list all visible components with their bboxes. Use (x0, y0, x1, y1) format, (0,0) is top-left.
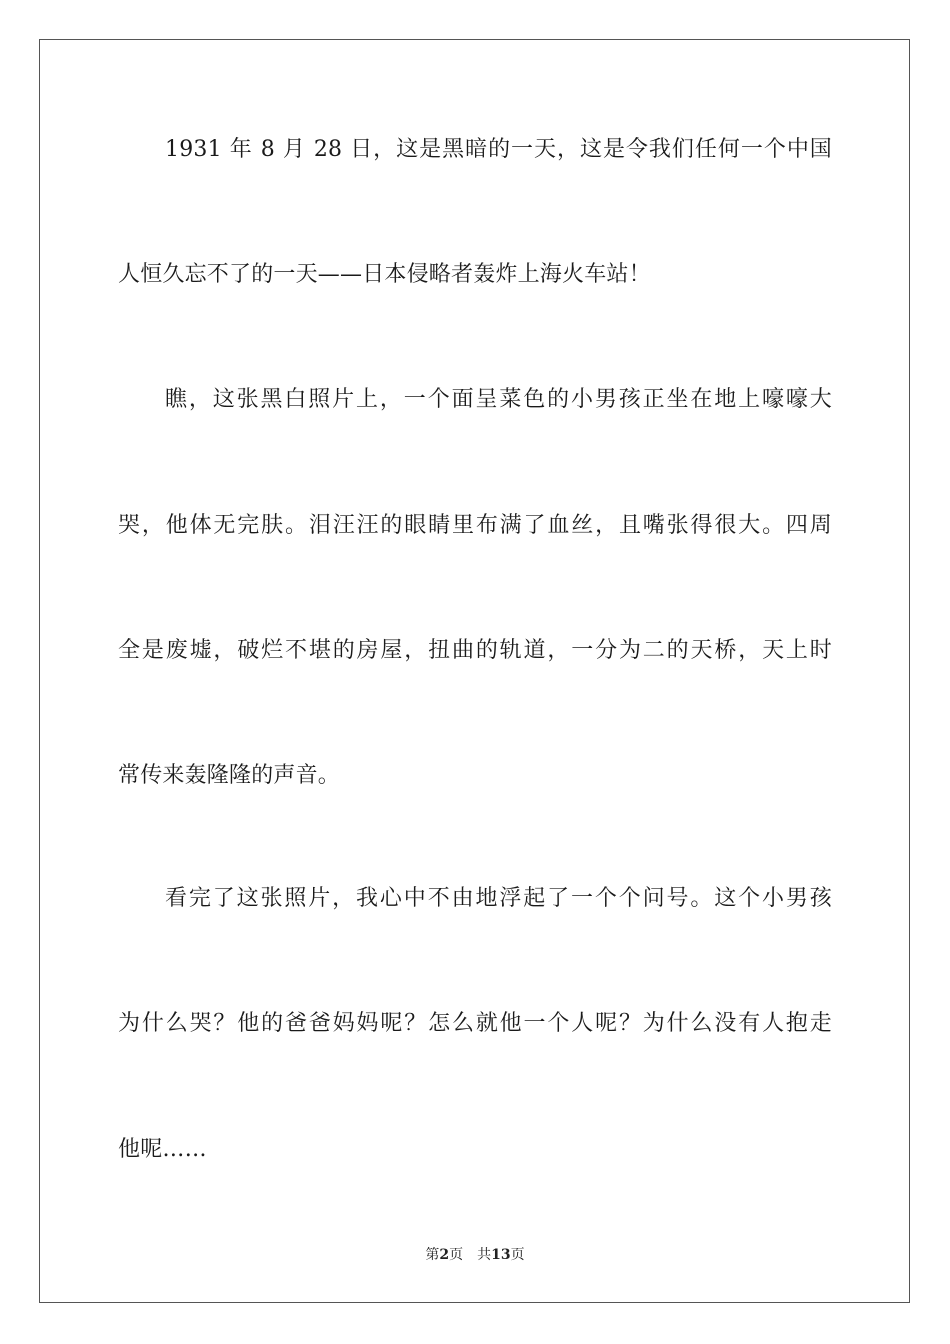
total-suffix: 页 (510, 1247, 525, 1263)
total-pages: 13 (491, 1247, 511, 1263)
page-prefix: 第 (425, 1247, 440, 1263)
paragraph-2-line-1: 瞧，这张黑白照片上，一个面呈菜色的小男孩正坐在地上嚎嚎大 (165, 387, 832, 412)
paragraph-3-line-2: 为什么哭？他的爸爸妈妈呢？怎么就他一个人呢？为什么没有人抱走 (118, 1011, 832, 1036)
paragraph-1-line-2: 人恒久忘不了的一天——日本侵略者轰炸上海火车站！ (118, 262, 651, 287)
page-frame (39, 39, 910, 1303)
page-number: 2 (439, 1247, 450, 1263)
paragraph-1-line-1: 1931 年 8 月 28 日，这是黑暗的一天，这是令我们任何一个中国 (165, 137, 832, 162)
page-suffix: 页 (449, 1247, 464, 1263)
paragraph-2-line-3: 全是废墟，破烂不堪的房屋，扭曲的轨道，一分为二的天桥，天上时 (118, 638, 832, 663)
total-prefix: 共 (477, 1247, 492, 1263)
paragraph-2-line-2: 哭，他体无完肤。泪汪汪的眼睛里布满了血丝，且嘴张得很大。四周 (118, 513, 832, 538)
page-footer (0, 1246, 950, 1264)
paragraph-2-line-4: 常传来轰隆隆的声音。 (118, 763, 341, 788)
paragraph-3-line-3: 他呢…… (118, 1137, 207, 1162)
paragraph-3-line-1: 看完了这张照片，我心中不由地浮起了一个个问号。这个小男孩 (165, 886, 832, 911)
